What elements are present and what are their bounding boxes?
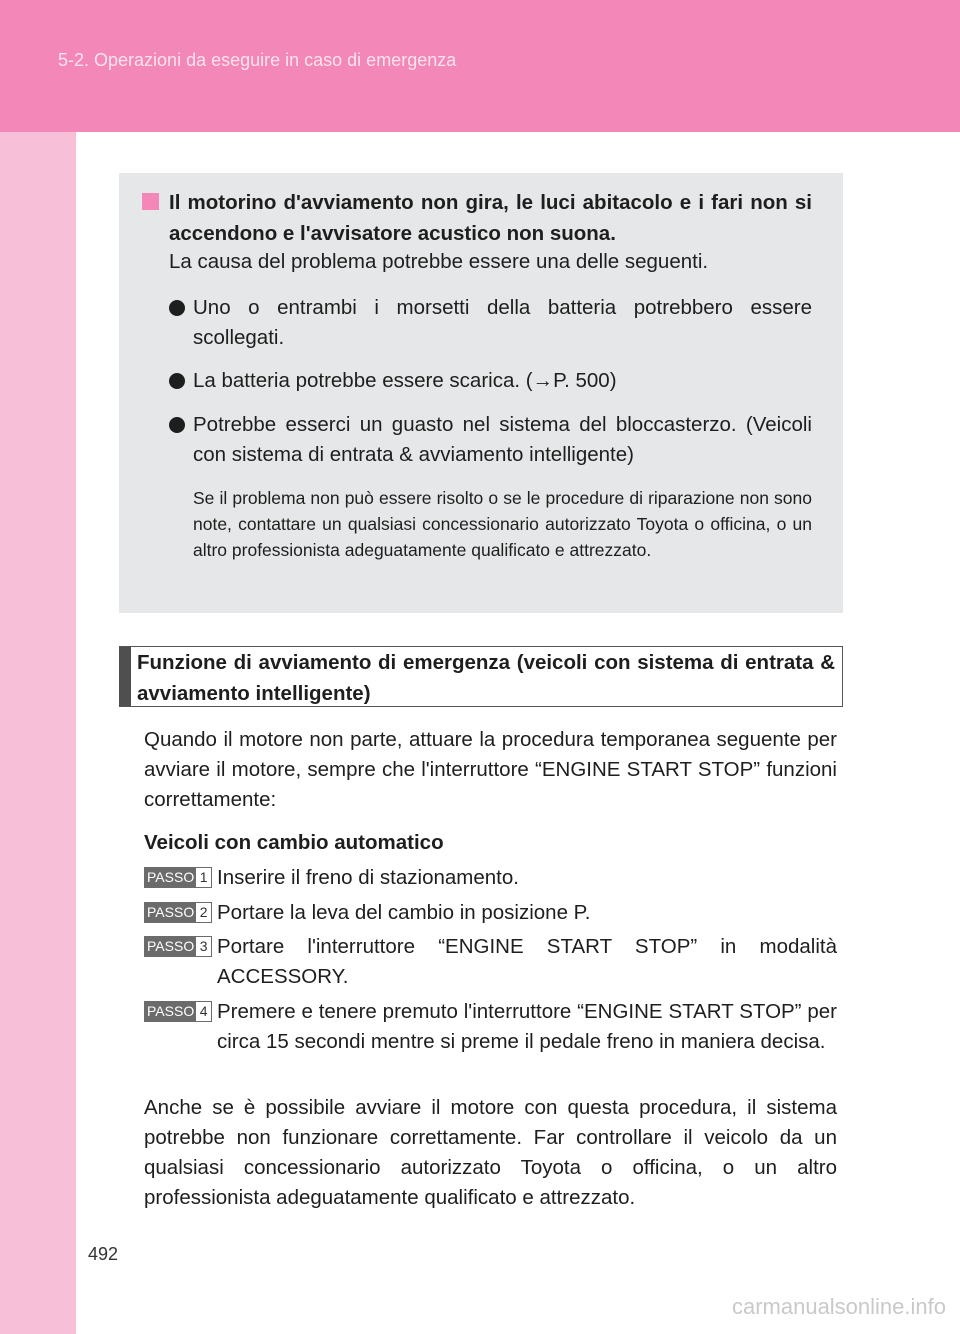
section-title: 5-2. Operazioni da eseguire in caso di emergenza	[58, 50, 457, 70]
bullet-dot-icon	[169, 417, 185, 433]
step-badge-number: 3	[199, 938, 208, 954]
bullet-dot-icon	[169, 300, 185, 316]
step-item	[144, 997, 837, 1057]
subheading: Veicoli con cambio automatico	[144, 831, 444, 854]
page-number: 492	[88, 1244, 119, 1264]
section-heading	[119, 646, 843, 707]
section-heading-text: Funzione di avviamento di emergenza (veicoli con sistema di entrata & avviamento intelligente)	[137, 651, 835, 705]
step-badge-label: PASSO	[147, 869, 195, 885]
step-badge-label: PASSO	[147, 904, 195, 920]
section-intro: Quando il motore non parte, attuare la procedura temporanea seguente per avviare il motore, sempre che l'interruttore “ENGINE START STOP” funzioni correttamente:	[144, 728, 837, 811]
step-item	[144, 932, 837, 992]
list-item-text: Uno o entrambi i morsetti della batteria potrebbero essere scollegati.	[193, 296, 812, 349]
step-badge	[144, 867, 212, 888]
list-item	[169, 366, 812, 396]
step-item	[144, 863, 837, 893]
info-box	[119, 173, 843, 613]
list-item	[169, 410, 812, 470]
step-badge	[144, 936, 212, 957]
bullet-dot-icon	[169, 373, 185, 389]
step-badge-label: PASSO	[147, 1003, 195, 1019]
side-margin-band	[0, 0, 76, 1334]
info-box-intro: La causa del problema potrebbe essere una delle seguenti.	[169, 250, 709, 273]
list-item-text: Potrebbe esserci un guasto nel sistema del bloccasterzo. (Veicoli con sistema di entrata & avviamento intelligente)	[193, 413, 812, 466]
watermark: carmanualsonline.info	[731, 1294, 946, 1319]
heading-accent-bar	[119, 647, 131, 706]
step-item	[144, 898, 837, 928]
square-bullet-icon	[142, 193, 159, 210]
step-badge-label: PASSO	[147, 938, 195, 954]
list-item-text: La batteria potrebbe essere scarica. (→P. 500)	[193, 369, 617, 392]
info-box-note: Se il problema non può essere risolto o se le procedure di riparazione non sono note, contattare un qualsiasi concessionario autorizzato Toyota o officina, o un altro professionista adeguatamente qualificato e attrezzato.	[193, 488, 812, 560]
step-text: Inserire il freno di stazionamento.	[217, 866, 519, 889]
step-badge-number: 2	[199, 904, 208, 920]
step-text: Portare l'interruttore “ENGINE START STOP” in modalità ACCESSORY.	[217, 935, 837, 988]
page-header	[0, 0, 960, 132]
step-text: Portare la leva del cambio in posizione P.	[217, 901, 591, 924]
step-badge-number: 4	[199, 1003, 208, 1019]
info-box-title: Il motorino d'avviamento non gira, le luci abitacolo e i fari non si accendono e l'avvisatore acustico non suona.	[169, 191, 812, 245]
closing-paragraph: Anche se è possibile avviare il motore con questa procedura, il sistema potrebbe non funzionare correttamente. Far controllare il veicolo da un qualsiasi concessionario autorizzato Toyota o officina, o un altro professionista adeguatamente qualificato e attrezzato.	[144, 1096, 837, 1209]
step-badge	[144, 902, 212, 923]
step-text: Premere e tenere premuto l'interruttore “ENGINE START STOP” per circa 15 secondi mentre si preme il pedale freno in maniera decisa.	[217, 1000, 837, 1053]
list-item	[169, 293, 812, 353]
step-badge	[144, 1001, 212, 1022]
step-badge-number: 1	[199, 869, 208, 885]
